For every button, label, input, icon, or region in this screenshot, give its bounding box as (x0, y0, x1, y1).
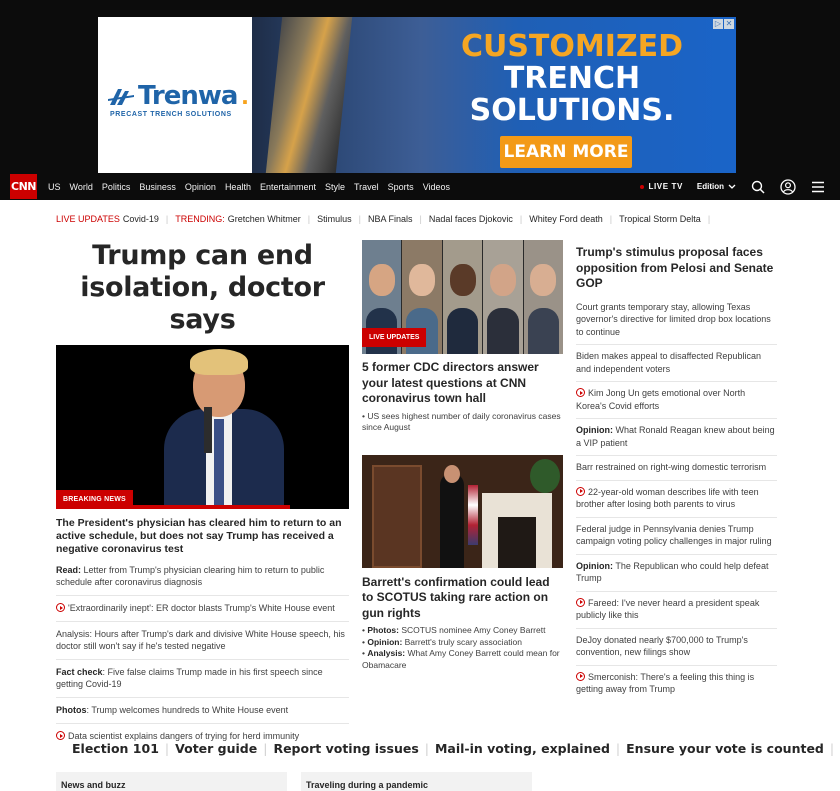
lead-image-mic (204, 407, 212, 453)
list-item[interactable] (576, 517, 777, 554)
live-updates-badge: LIVE UPDATES (362, 328, 426, 347)
trending-label: TRENDING: (175, 214, 225, 224)
item-text: Biden makes appeal to disaffected Republican and independent voters (576, 351, 761, 374)
list-item[interactable] (576, 480, 777, 517)
nav-right (640, 173, 826, 200)
election-link[interactable]: Election 101 (72, 741, 159, 756)
trending-item[interactable]: Nadal faces Djokovic (428, 214, 513, 224)
election-links-bar (72, 741, 840, 756)
item-text: 'Extraordinarily inept': ER doctor blasts Trump's White House event (68, 603, 335, 613)
divider: | (615, 741, 621, 756)
item-label: Photos (56, 705, 87, 715)
list-item[interactable] (56, 659, 349, 697)
item-text: Fareed: I've never heard a president speak publicly like this (576, 597, 760, 620)
bullet-item[interactable]: • Opinion: Barrett's truly scary association (362, 636, 522, 647)
nav-links (48, 182, 450, 192)
ad-headline (422, 31, 722, 126)
chevron-down-icon (728, 184, 736, 190)
live-tv-label: LIVE TV (648, 182, 683, 191)
election-link[interactable]: Voter guide (175, 741, 258, 756)
ad-headline-line-3: SOLUTIONS. (469, 92, 675, 128)
video-play-icon (576, 598, 585, 607)
item-text: Data scientist explains dangers of trying for herd immunity (68, 731, 300, 741)
advertisement[interactable] (98, 17, 736, 173)
story-subtext[interactable]: • US sees highest number of daily coronavirus cases since August (362, 410, 561, 432)
item-text: 22-year-old woman describes life with teen brother after losing both parents to virus (576, 486, 759, 509)
bullet-label: Photos: (367, 625, 399, 635)
divider: | (519, 214, 523, 224)
item-text: : Five false claims Trump made in his first speech since getting Covid-19 (56, 667, 323, 689)
list-item[interactable] (576, 628, 777, 665)
story-bullets (362, 625, 563, 671)
story-headline[interactable]: 5 former CDC directors answer your latest questions at CNN coronavirus town hall (362, 360, 539, 405)
item-label: Read: (56, 565, 82, 575)
video-play-icon (576, 487, 585, 496)
bullet-text: Barrett's truly scary association (402, 636, 522, 647)
item-label: Opinion: (576, 560, 613, 571)
lead-story-list (56, 564, 349, 749)
nav-link-opinion[interactable]: Opinion (184, 181, 216, 192)
ad-info-icon[interactable]: ▷ (714, 19, 722, 28)
nav-link-style[interactable]: Style (324, 181, 345, 192)
item-text: Barr restrained on right-wing domestic terrorism (576, 462, 767, 472)
panel-face (450, 264, 476, 296)
list-item[interactable] (576, 665, 777, 702)
story-headline[interactable]: Trump's stimulus proposal faces opposition from Pelosi and Senate GOP (576, 245, 774, 290)
item-text: The Republican who could help defeat Trump (576, 560, 769, 583)
ad-brand-dot: . (241, 80, 249, 110)
item-text: : Trump welcomes hundreds to White House event (86, 705, 289, 715)
divider: | (609, 214, 613, 224)
ad-close-icon[interactable]: ✕ (725, 19, 733, 28)
election-link[interactable]: Ensure your vote is counted (626, 741, 824, 756)
top-nav (0, 173, 840, 200)
lead-column (56, 240, 349, 749)
ad-band (0, 0, 840, 173)
panel-tile (443, 240, 482, 354)
cnn-logo[interactable]: CNN (10, 174, 37, 199)
list-item[interactable] (56, 621, 349, 659)
panel-suit (528, 308, 559, 354)
divider: | (165, 214, 169, 224)
panel-face (409, 264, 435, 296)
right-column (576, 245, 777, 702)
panel-face (369, 264, 395, 296)
divider: | (307, 214, 311, 224)
ad-logo (108, 80, 249, 111)
panel-tile (524, 240, 563, 354)
trending-item[interactable]: Whitey Ford death (529, 214, 603, 224)
divider: | (829, 741, 835, 756)
list-item[interactable] (56, 697, 349, 723)
ad-learn-more-button[interactable]: LEARN MORE (500, 136, 632, 168)
video-play-icon (576, 388, 585, 397)
image-flag (468, 485, 478, 545)
lead-headline[interactable]: Trump can end isolation, doctor says (80, 240, 325, 335)
item-label: Opinion: (576, 425, 613, 435)
middle-column (362, 240, 563, 671)
ad-headline-line-2: TRENCH (503, 60, 641, 96)
item-text: Analysis: Hours after Trump's dark and divisive White House speech, his doctor still won't say if he's tested negative (56, 629, 345, 651)
trenwa-logo-icon (108, 85, 134, 107)
nav-link-entertainment[interactable]: Entertainment (259, 181, 316, 192)
divider: | (707, 214, 711, 224)
image-figure (440, 473, 464, 568)
lead-image-tie (214, 419, 224, 509)
bullet-label: Analysis: (367, 648, 406, 658)
edition-label: Edition (696, 182, 724, 191)
list-item[interactable] (56, 595, 349, 621)
divider: | (424, 741, 429, 756)
search-icon[interactable] (750, 179, 766, 195)
item-text: Kim Jong Un gets emotional over North Korea's Covid efforts (576, 388, 746, 411)
video-play-icon (56, 603, 65, 612)
ad-headline-line-1: CUSTOMIZED (460, 29, 684, 64)
panel-tile (483, 240, 522, 354)
item-text: What Ronald Reagan knew about being a VIP patient (576, 425, 775, 448)
list-item[interactable] (576, 554, 777, 591)
cdc-panel-image[interactable] (362, 240, 563, 354)
section-headers (56, 772, 532, 791)
live-tv-link[interactable] (640, 182, 682, 191)
divider: | (419, 214, 422, 224)
item-text: Smerconish: There's a feeling this thing is getting away from Trump (576, 671, 755, 694)
image-fireplace (498, 517, 536, 568)
video-play-icon (56, 731, 65, 740)
nav-link-business[interactable]: Business (139, 181, 176, 192)
list-item[interactable] (576, 591, 777, 628)
item-label: Fact check (56, 667, 103, 677)
divider: | (358, 214, 361, 224)
trending-bar (56, 214, 717, 224)
ad-choices[interactable] (713, 19, 734, 29)
trending-item[interactable]: Tropical Storm Delta (619, 214, 701, 224)
list-item[interactable] (576, 299, 777, 345)
breaking-news-badge: BREAKING NEWS (56, 490, 133, 509)
video-play-icon (576, 672, 585, 681)
bullet-text: SCOTUS nominee Amy Coney Barrett (398, 625, 546, 635)
divider: | (164, 741, 170, 756)
list-item[interactable] (56, 564, 349, 595)
item-text: Letter from Trump's physician clearing him to return to public schedule after coronavirus diagnosis (56, 565, 325, 587)
panel-face (490, 264, 516, 296)
nav-link-sports[interactable]: Sports (387, 181, 414, 192)
barrett-image[interactable] (362, 455, 563, 568)
nav-link-world[interactable]: World (69, 181, 93, 192)
lead-image-hair (190, 349, 248, 375)
lead-image[interactable] (56, 345, 349, 509)
trending-item[interactable]: Stimulus (317, 214, 352, 224)
bullet-item[interactable]: • Analysis: What Amy Coney Barrett could mean for Obamacare (362, 648, 560, 670)
section-header-news-and-buzz[interactable]: News and buzz (56, 772, 287, 791)
live-updates-label[interactable]: LIVE UPDATES (56, 214, 120, 224)
bullet-text: What Amy Coney Barrett could mean for Obamacare (362, 648, 560, 670)
nav-link-videos[interactable]: Videos (422, 181, 451, 192)
list-item[interactable] (576, 455, 777, 480)
election-link[interactable]: Mail-in voting, explained (434, 741, 610, 756)
list-item[interactable] (576, 418, 777, 455)
nav-link-us[interactable]: US (48, 181, 61, 192)
section-header-traveling[interactable]: Traveling during a pandemic (301, 772, 532, 791)
edition-dropdown[interactable] (697, 182, 736, 191)
list-item[interactable] (576, 344, 777, 381)
trending-item[interactable]: NBA Finals (367, 214, 413, 224)
item-text: DeJoy donated nearly $700,000 to Trump's convention, new filings show (576, 634, 748, 657)
nav-link-politics[interactable]: Politics (101, 181, 131, 192)
lead-caption[interactable]: The President's physician has cleared him to return to an active schedule, but does not say Trump has received a negative coronavirus test (56, 517, 342, 555)
nav-link-health[interactable]: Health (224, 181, 251, 192)
ad-logo-area (98, 17, 252, 173)
bullet-item[interactable]: • Photos: SCOTUS nominee Amy Coney Barrett (362, 625, 546, 635)
panel-suit (447, 308, 478, 354)
image-door (372, 465, 422, 568)
ad-tagline: PRECAST TRENCH SOLUTIONS (110, 111, 232, 118)
bullet-label: Opinion: (367, 636, 403, 647)
live-dot-icon (640, 185, 644, 189)
election-link[interactable]: Report voting issues (273, 741, 419, 756)
live-updates-topic[interactable]: Covid-19 (122, 214, 159, 224)
image-tree (530, 459, 560, 493)
nav-link-travel[interactable]: Travel (354, 181, 379, 192)
story-headline[interactable]: Barrett's confirmation could lead to SCOTUS taking rare action on gun rights (362, 574, 550, 620)
trending-item[interactable]: Gretchen Whitmer (227, 214, 301, 224)
panel-suit (487, 308, 518, 354)
right-story-list (576, 299, 777, 702)
panel-face (530, 264, 556, 296)
item-text: Court grants temporary stay, allowing Texas governor's directive for limited drop box locations to continue (576, 301, 771, 337)
menu-icon[interactable] (810, 179, 826, 195)
ad-brand: Trenwa (138, 80, 238, 111)
account-icon[interactable] (780, 179, 796, 195)
divider: | (263, 741, 268, 756)
list-item[interactable] (576, 381, 777, 418)
item-text: Federal judge in Pennsylvania denies Trump campaign voting policy challenges in major ruling (576, 523, 772, 546)
image-figure-head (444, 465, 460, 483)
